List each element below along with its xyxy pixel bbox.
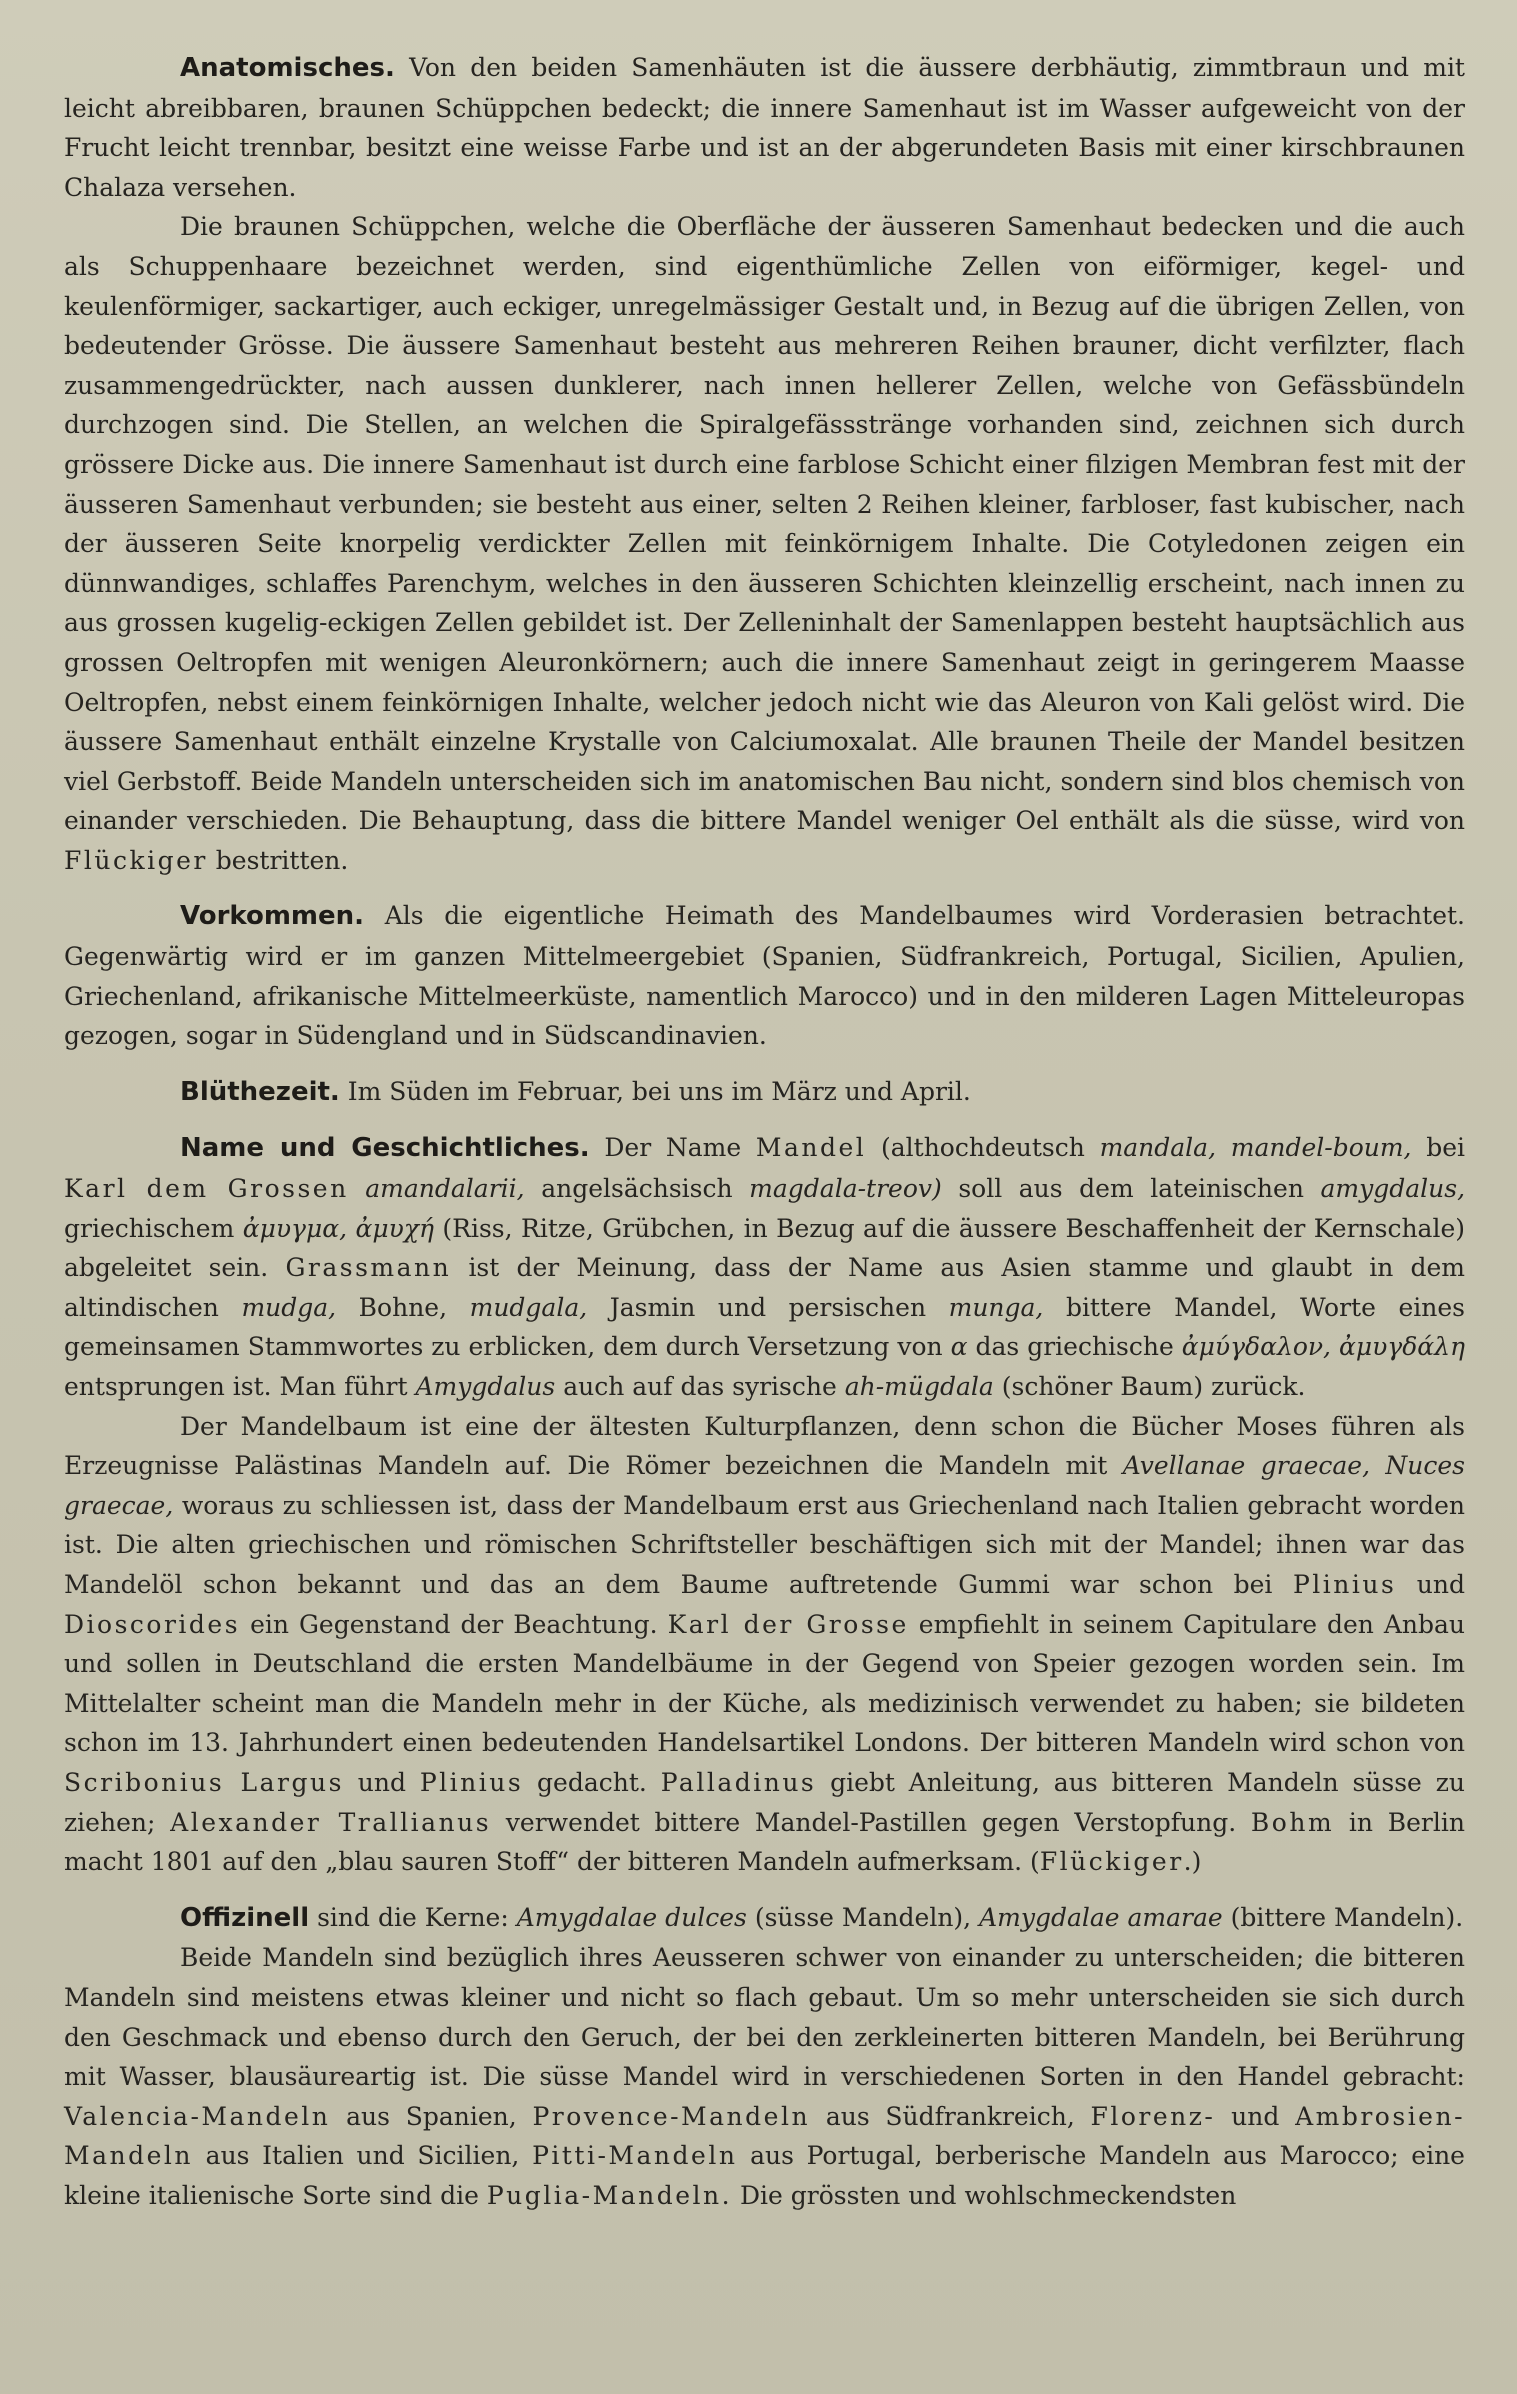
variety-name: Valencia-Mandeln bbox=[64, 2101, 331, 2131]
text: verwendet bittere Mandel-Pastillen gegen Verstopfung. bbox=[505, 1807, 1237, 1837]
text: Beide Mandeln sind bezüglich ihres Aeusseren schwer von einander zu unterscheiden; die bitteren Mandeln sind meistens etwas kleiner und nicht so flach gebaut. Um so mehr unterscheiden sie sich durch den Geschmack und ebenso durch den Geruch, der bei den zerkleinerten bitteren Mandeln, bei Berührung mit Wasser, blausäureartig ist. Die süsse Mandel wird in verschiedenen Sorten in den Handel gebracht: bbox=[64, 1943, 1465, 2092]
heading-anatomisches: Anatomisches. bbox=[180, 53, 395, 83]
text: empfiehlt in seinem Capitulare den Anbau und sollen in Deutschland die ersten Mandelbäume in der Gegend von Speier gezogen worden sein. Im Mittelalter scheint man die Mandeln mehr in der Küche, als medizinisch verwendet zu haben; sie bildeten schon im 13. Jahrhundert einen bedeutenden Handelsartikel Londons. Der bitteren Mandeln wird schon von bbox=[64, 1609, 1466, 1758]
variety-name: Ambrosien-Mandeln bbox=[64, 2101, 1466, 2171]
text-vorkommen: Als die eigentliche Heimath des Mandelbaumes wird Vorderasien betrachtet. Gegenwärtig wird er im ganzen Mittelmeergebiet (Spanien, Südfrankreich, Portugal, Sicilien, Apulien, Griechenland, afrikanische Mittelmeerküste, namentlich Marocco) und in den milderen Lagen Mitteleuropas gezogen, sogar in Südengland und in Südscandinavien. bbox=[64, 901, 1465, 1051]
italic-term: Amygdalae amarae bbox=[979, 1902, 1223, 1932]
greek-term: ἀμύγδαλον, ἀμυγδάλη bbox=[1181, 1332, 1466, 1362]
text: Der Mandelbaum ist eine der ältesten Kulturpflanzen, denn schon die Bücher Moses führen als Erzeugnisse Palästinas Mandeln auf. Die Römer bezeichnen die Mandeln mit bbox=[64, 1411, 1465, 1481]
person-name: Palladinus bbox=[660, 1767, 817, 1797]
text: (bittere Mandeln). bbox=[1230, 1902, 1464, 1932]
italic-term: Amygdalus bbox=[415, 1372, 556, 1401]
paragraph-bluethezeit bbox=[64, 1072, 1465, 1113]
italic-term: Amygdalae dulces bbox=[516, 1902, 747, 1932]
italic-term: Avellanae graecae, Nuces graecae, bbox=[64, 1451, 1465, 1520]
italic-term: munga, bbox=[948, 1292, 1044, 1322]
text-anatomisches-2-end: bestritten. bbox=[215, 845, 349, 875]
text: und bbox=[357, 1767, 406, 1797]
person-name: Alexander Trallianus bbox=[170, 1807, 492, 1837]
paragraph-name bbox=[64, 1128, 1465, 1406]
person-name: Karl der Grosse bbox=[667, 1609, 909, 1639]
text: bei bbox=[1426, 1133, 1466, 1163]
variety-name: Pitti-Mandeln bbox=[532, 2141, 738, 2171]
heading-vorkommen: Vorkommen. bbox=[180, 901, 365, 932]
text: und bbox=[1231, 2101, 1280, 2131]
person-name: Dioscorides bbox=[64, 1609, 241, 1639]
text: (süsse Mandeln), bbox=[754, 1902, 972, 1932]
text: (althochdeutsch bbox=[881, 1133, 1085, 1163]
heading-bluethezeit: Blüthezeit. bbox=[180, 1076, 340, 1107]
text: Jasmin und persischen bbox=[609, 1292, 927, 1322]
greek-term: ἀμυγμα, ἀμυχή bbox=[242, 1213, 434, 1243]
text: aus Italien und Sicilien, bbox=[205, 2141, 520, 2171]
text: giebt Anleitung, aus bitteren Mandeln süsse zu ziehen; bbox=[64, 1767, 1465, 1837]
paragraph-geschichte bbox=[64, 1407, 1465, 1882]
variety-name: Provence-Mandeln bbox=[532, 2101, 811, 2131]
text: gedacht. bbox=[537, 1767, 647, 1797]
paragraph-offizinell bbox=[64, 1898, 1465, 1939]
italic-term: mudga, bbox=[241, 1292, 337, 1322]
text-bluethezeit: Im Süden im Februar, bei uns im März und April. bbox=[347, 1076, 971, 1106]
text: auch auf das syrische bbox=[563, 1372, 837, 1401]
italic-term: mudgala, bbox=[469, 1292, 588, 1322]
text-anatomisches-1: Von den beiden Samenhäuten ist die äussere derbhäutig, zimmtbraun und mit leicht abreibbaren, braunen Schüppchen bedeckt; die innere Samenhaut ist im Wasser aufgeweicht von der Frucht leicht trennbar, besitzt eine weisse Farbe und ist an der abgerundeten Basis mit einer kirschbraunen Chalaza versehen. bbox=[64, 53, 1465, 202]
paragraph-anatomisches-2 bbox=[64, 207, 1465, 880]
person-name: Karl dem Grossen bbox=[64, 1174, 349, 1204]
person-name: Grassmann bbox=[285, 1253, 452, 1283]
italic-term: amygdalus, bbox=[1320, 1174, 1466, 1204]
text: bittere Mandel, Worte eines gemeinsamen Stammwortes zu erblicken, dem durch Versetzung von bbox=[64, 1292, 1465, 1362]
variety-name: Florenz- bbox=[1090, 2101, 1216, 2131]
variety-name: Puglia-Mandeln. bbox=[486, 2180, 733, 2210]
text: woraus zu schliessen ist, dass der Mandelbaum erst aus Griechenland nach Italien gebracht worden ist. Die alten griechischen und römischen Schriftsteller beschäftigen sich mit der Mandel; ihnen war das Mandelöl schon bekannt und das an dem Baume auftretende Gummi war schon bei bbox=[64, 1490, 1465, 1599]
term: Mandel bbox=[755, 1133, 867, 1163]
heading-name: Name und Geschichtliches. bbox=[180, 1133, 590, 1164]
italic-term: amandalarii, bbox=[365, 1174, 525, 1204]
text: ist der Meinung, dass der Name aus Asien stamme und glaubt in dem altindischen bbox=[64, 1253, 1465, 1322]
text: in Berlin macht 1801 auf den „blau sauren Stoff“ der bitteren Mandeln aufmerksam. ( bbox=[64, 1807, 1465, 1877]
author-name: Flückiger bbox=[64, 845, 208, 875]
paragraph-anatomisches bbox=[64, 48, 1465, 207]
person-name: Plinius bbox=[1292, 1569, 1397, 1599]
person-name: Plinius bbox=[419, 1767, 524, 1797]
text: Die grössten und wohlschmeckendsten bbox=[740, 2180, 1237, 2210]
text: soll aus dem lateinischen bbox=[958, 1174, 1304, 1204]
text: das griechische bbox=[975, 1332, 1174, 1362]
text: aus Spanien, bbox=[346, 2101, 517, 2131]
text: .) bbox=[1183, 1847, 1202, 1877]
italic-term: magdala-treov) bbox=[749, 1174, 942, 1204]
text: aus Portugal, berberische Mandeln aus Marocco; eine kleine italienische Sorte sind die bbox=[64, 2141, 1465, 2210]
text: ein Gegenstand der Beachtung. bbox=[250, 1609, 658, 1639]
heading-offizinell: Offizinell bbox=[180, 1902, 310, 1933]
italic-term: ah-mügdala bbox=[844, 1372, 994, 1401]
text: entsprungen ist. Man führt bbox=[64, 1372, 408, 1401]
text: aus Südfrankreich, bbox=[825, 2101, 1075, 2131]
text: sind die Kerne: bbox=[317, 1902, 509, 1932]
italic-term: mandala, mandel-boum, bbox=[1099, 1133, 1412, 1163]
person-name: Flückiger bbox=[1039, 1847, 1184, 1877]
paragraph-vorkommen bbox=[64, 896, 1465, 1055]
text: Der Name bbox=[604, 1133, 742, 1163]
text: (schöner Baum) zurück. bbox=[1001, 1372, 1306, 1401]
text: angelsächsisch bbox=[541, 1174, 733, 1204]
greek-letter: α bbox=[950, 1332, 968, 1362]
person-name: Scribonius Largus bbox=[64, 1767, 344, 1797]
text: griechischem bbox=[64, 1213, 235, 1243]
paragraph-offizinell-2 bbox=[64, 1938, 1465, 2215]
text: und bbox=[1416, 1569, 1466, 1599]
text-anatomisches-2: Die braunen Schüppchen, welche die Oberfläche der äusseren Samenhaut bedecken und die auch als Schuppenhaare bezeichnet werden, sind eigenthümliche Zellen von eiförmiger, kegel- und keulenförmiger, sackartiger, auch eckiger, unregelmässiger Gestalt und, in Bezug auf die übrigen Zellen, von bedeutender Grösse. Die äussere Samenhaut besteht aus mehreren Reihen brauner, dicht verfilzter, flach zusammengedrückter, nach aussen dunklerer, nach innen hellerer Zellen, welche von Gefässbündeln durchzogen sind. Die Stellen, an welchen die Spiralgefässstränge vorhanden sind, zeichnen sich durch grössere Dicke aus. Die innere Samenhaut ist durch eine farblose Schicht einer filzigen Membran fest mit der äusseren Samenhaut verbunden; sie besteht aus einer, selten 2 Reihen kleiner, farbloser, fast kubischer, nach der äusseren Seite knorpelig verdickter Zellen mit feinkörnigem Inhalte. Die Cotyledonen zeigen ein dünnwandiges, schlaffes Parenchym, welches in den äusseren Schichten kleinzellig erscheint, nach innen zu aus grossen kugelig-eckigen Zellen gebildet ist. Der Zelleninhalt der Samenlappen besteht hauptsächlich aus grossen Oeltropfen mit wenigen Aleuronkörnern; auch die innere Samenhaut zeigt in geringerem Maasse Oeltropfen, nebst einem feinkörnigen Inhalte, welcher jedoch nicht wie das Aleuron von Kali gelöst wird. Die äussere Samenhaut enthält einzelne Krystalle von Calciumoxalat. Alle braunen Theile der Mandel besitzen viel Gerbstoff. Beide Mandeln unterscheiden sich im anatomischen Bau nicht, sondern sind blos chemisch von einander verschieden. Die Behauptung, dass die bittere Mandel weniger Oel enthält als die süsse, wird von bbox=[64, 212, 1465, 836]
text: Bohne, bbox=[358, 1292, 448, 1322]
person-name: Bohm bbox=[1250, 1807, 1335, 1837]
text: (Riss, Ritze, Grübchen, in Bezug auf die äussere Beschaffenheit der Kernschale) abgeleitet sein. bbox=[64, 1213, 1465, 1283]
